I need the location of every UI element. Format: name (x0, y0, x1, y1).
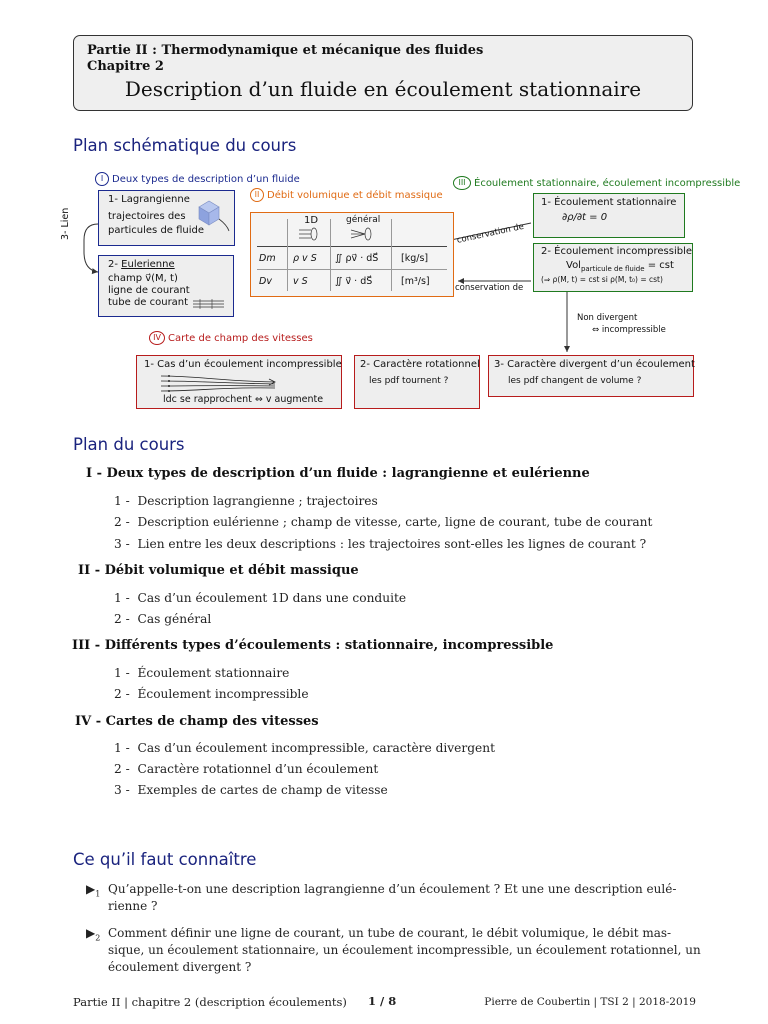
particle-cube-icon (195, 197, 235, 237)
incompressible-flow-box: 2- Écoulement incompressible Vol$_{particule de fluide}$ = cst (⇒ ρ(M, t) = cst si ρ(M, t₀) = cst) (533, 243, 693, 292)
table-row-dm-gen: ∬ ρv⃗ · dS⃗ (335, 253, 379, 264)
table-row-dv-unit: [m³/s] (401, 276, 430, 287)
plan-item: 3 - Exemples de cartes de champ de vitesse (114, 783, 388, 797)
plan-item: 1 - Écoulement stationnaire (114, 666, 290, 680)
flow-rate-table (250, 212, 454, 297)
lagrangian-box: 1- Lagrangienne trajectoires des particules de fluide (98, 190, 235, 246)
conservation-label-2: conservation de (455, 283, 524, 293)
plan-section-title: II - Débit volumique et débit massique (78, 563, 359, 578)
lien-label: 3- Lien (60, 207, 71, 240)
table-row-dv-name: Dv (259, 276, 272, 287)
question-1: $▶_1$ Qu’appelle-t-on une description lagrangienne d’un écoulement ? Et une une description eulé- rienne ? (86, 882, 677, 913)
conservation-label-1: conservation de (456, 221, 525, 246)
triangle-bullet-icon: $▶_1$ (86, 882, 101, 899)
part-label: Partie II : Thermodynamique et mécanique des fluides (87, 43, 484, 58)
plan-item: 2 - Caractère rotationnel d’un écoulement (114, 762, 379, 776)
stationary-flow-box: 1- Écoulement stationnaire ∂ρ/∂t = 0 (533, 193, 685, 238)
converging-streamlines-icon (159, 373, 279, 395)
page-title: Description d’un fluide en écoulement stationnaire (124, 77, 642, 101)
lien-bracket (84, 224, 98, 272)
plan-item: 1 - Cas d’un écoulement incompressible, caractère divergent (114, 741, 495, 755)
plan-item: 1 - Cas d’un écoulement 1D dans une conduite (114, 591, 407, 605)
stationary-equation: ∂ρ/∂t = 0 (562, 212, 608, 223)
current-tube-icon (192, 298, 226, 310)
plan-item: 2 - Description eulérienne ; champ de vitesse, carte, ligne de courant, tube de courant (114, 515, 653, 529)
divergent-card: 3- Caractère divergent d’un écoulement les pdf changent de volume ? (488, 355, 694, 397)
table-row-dv-gen: ∬ v⃗ · dS⃗ (335, 276, 373, 287)
plan-section-title: IV - Cartes de champ des vitesses (75, 714, 319, 729)
schema-heading: Plan schématique du cours (73, 136, 297, 155)
table-row-dm-name: Dm (259, 253, 276, 264)
footer-left: Partie II | chapitre 2 (description écoulements) (73, 995, 347, 1009)
group-iii-label: III Écoulement stationnaire, écoulement incompressible (453, 176, 740, 190)
group-iv-label: IV Carte de champ des vitesses (149, 331, 313, 345)
table-row-dm-1d: ρ v S (293, 253, 317, 264)
eulerian-box: 2- Eulerienne champ v⃗(M, t) ligne de courant tube de courant (98, 255, 234, 317)
table-head-general: général (346, 215, 381, 225)
triangle-bullet-icon: $▶_2$ (86, 926, 101, 943)
plan-item: 2 - Écoulement incompressible (114, 687, 309, 701)
page-number: 1 / 8 (368, 994, 397, 1008)
rotational-card: 2- Caractère rotationnel les pdf tournent ? (354, 355, 480, 409)
plan-item: 2 - Cas général (114, 612, 212, 626)
pipe-sketch-icon (295, 227, 405, 241)
footer-right: Pierre de Coubertin | TSI 2 | 2018-2019 (484, 996, 696, 1008)
table-head-1d: 1D (304, 215, 319, 226)
group-i-label: I Deux types de description d’un fluide (95, 172, 300, 186)
plan-heading: Plan du cours (73, 435, 185, 454)
chapter-label: Chapitre 2 (87, 59, 164, 74)
table-row-dm-unit: [kg/s] (401, 253, 429, 264)
know-heading: Ce qu’il faut connaître (73, 850, 257, 869)
plan-item: 3 - Lien entre les deux descriptions : les trajectoires sont-elles les lignes de courant ? (114, 537, 647, 551)
incompressible-map-card: 1- Cas d’un écoulement incompressible ldc se rapprochent ⇔ v augmente (136, 355, 342, 409)
plan-section-title: III - Différents types d’écoulements : stationnaire, incompressible (72, 638, 554, 653)
question-2: $▶_2$ Comment définir une ligne de courant, un tube de courant, le débit volumique, le débit mas- sique, un écoulement stationnaire, un écoulement incompressible, un écoulement rotationnel, un écoulement divergent ? (86, 926, 701, 974)
plan-item: 1 - Description lagrangienne ; trajectoires (114, 494, 378, 508)
nondivergent-label-1: Non divergent (577, 313, 638, 323)
incompressible-note: (⇒ ρ(M, t) = cst si ρ(M, t₀) = cst) (541, 275, 663, 284)
incompressible-equation: Vol$_{particule de fluide}$ = cst (566, 260, 674, 273)
table-row-dv-1d: v S (293, 276, 308, 287)
plan-section-title: I - Deux types de description d’un fluide : lagrangienne et eulérienne (86, 466, 590, 481)
group-ii-label: II Débit volumique et débit massique (250, 188, 443, 202)
nondivergent-label-2: ⇔ incompressible (592, 325, 666, 335)
